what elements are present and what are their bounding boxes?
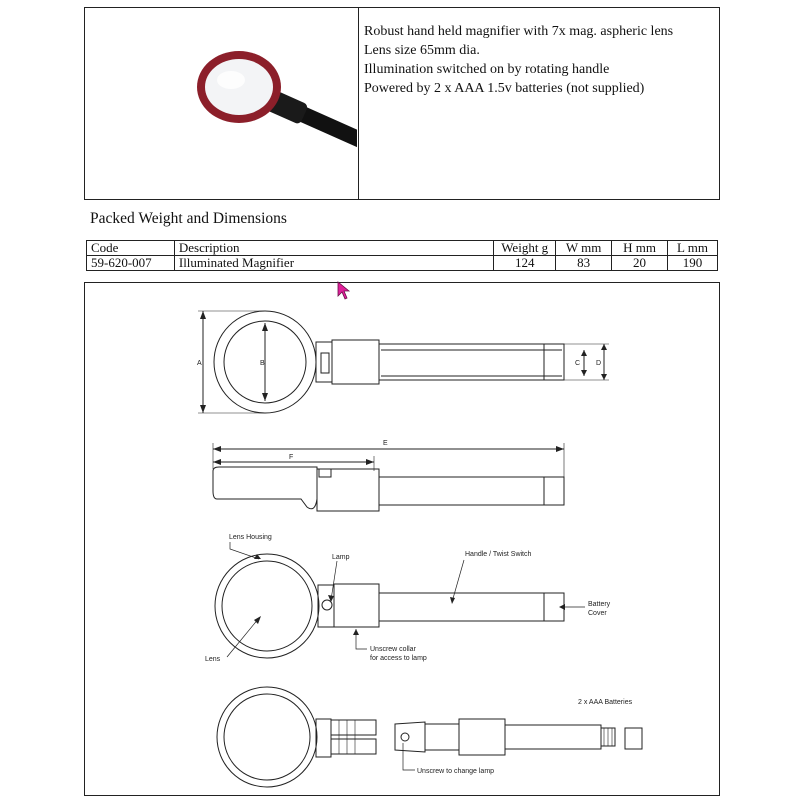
dimension-b-label: B	[260, 360, 265, 367]
side-view	[213, 443, 564, 511]
column-header: Weight g	[494, 241, 556, 256]
product-summary-box	[84, 7, 720, 200]
table-cell: 83	[556, 256, 612, 271]
technical-drawing	[85, 283, 719, 795]
aaa-batteries-label: 2 x AAA Batteries	[578, 699, 633, 706]
unscrew-collar-label-line2: for access to lamp	[370, 655, 427, 662]
table-cell: Illuminated Magnifier	[174, 256, 493, 271]
column-header: Description	[174, 241, 493, 256]
dimensions-table	[86, 240, 718, 271]
column-header: H mm	[612, 241, 668, 256]
dimension-e-label: E	[383, 440, 388, 447]
column-header: Code	[87, 241, 175, 256]
product-description	[359, 8, 719, 199]
description-line: Lens size 65mm dia.	[364, 43, 480, 58]
dimension-f-label: F	[289, 454, 294, 461]
technical-drawing-box	[84, 282, 720, 796]
description-line: Powered by 2 x AAA 1.5v batteries (not supplied)	[364, 81, 645, 96]
table-row	[87, 256, 718, 271]
table-cell: 124	[494, 256, 556, 271]
section-heading: Packed Weight and Dimensions	[90, 210, 287, 227]
table-cell: 190	[668, 256, 718, 271]
labelled-view	[215, 542, 585, 658]
magnifier-photo	[85, 8, 357, 199]
description-line: Illumination switched on by rotating handle	[364, 62, 610, 77]
battery-cover-label-line2: Cover	[588, 610, 607, 617]
mouse-cursor-icon	[337, 281, 351, 301]
lamp-label: Lamp	[332, 554, 350, 561]
lens-label: Lens	[205, 656, 221, 663]
dimension-c-label: C	[575, 360, 581, 367]
table-header-row	[87, 241, 718, 256]
handle-twist-switch-label: Handle / Twist Switch	[465, 551, 532, 558]
unscrew-change-lamp-label: Unscrew to change lamp	[417, 768, 495, 775]
table-cell: 20	[612, 256, 668, 271]
unscrew-collar-label-line1: Unscrew collar	[370, 646, 416, 653]
battery-cover-label-line1: Battery	[588, 601, 611, 608]
lens-housing-label: Lens Housing	[229, 534, 272, 541]
dimension-d-label: D	[596, 360, 602, 367]
dimension-a-label: A	[197, 360, 202, 367]
table-cell: 59-620-007	[87, 256, 175, 271]
column-header: W mm	[556, 241, 612, 256]
description-line: Robust hand held magnifier with 7x mag. aspheric lens	[364, 24, 674, 39]
product-photo-cell	[85, 8, 359, 199]
column-header: L mm	[668, 241, 718, 256]
